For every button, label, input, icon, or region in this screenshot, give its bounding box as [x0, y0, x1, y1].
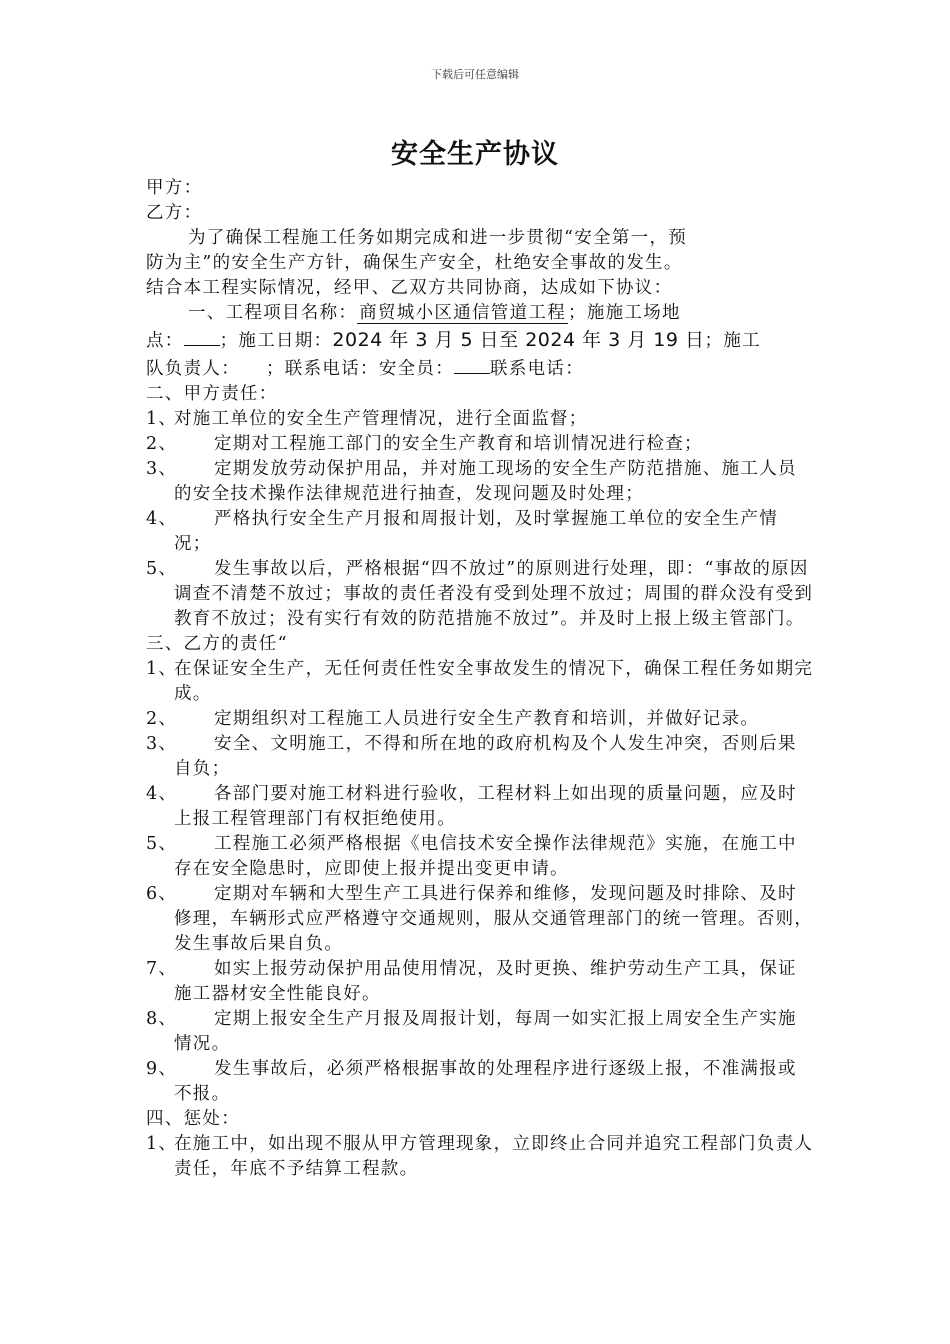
- phone-label-2: 联系电话：: [490, 359, 585, 379]
- section2-heading: 二、甲方责任：: [146, 384, 278, 404]
- item-text: 定期发放劳动保护用品，并对施工现场的安全生产防范措施、施工人员的安全技术操作法律规范进行抽查，发现问题及时处理；: [174, 459, 797, 504]
- leader-label: ；施工: [704, 331, 761, 351]
- leader-label-2: 队负责人：: [146, 359, 240, 379]
- site-label: ；施施工场地: [568, 303, 681, 323]
- item-number: 2、: [146, 709, 178, 729]
- phone-label: ；联系电话：: [266, 359, 379, 379]
- section3-item: [146, 957, 814, 1007]
- item-text: 发生事故以后，严格根据“四不放过”的原则进行处理，即：“事故的原因调查不清楚不放过；事故的责任者没有受到处理不放过；周围的群众没有受到教育不放过；没有实行有效的防范措施不放过”。并及时上报上级主管部门。: [174, 559, 814, 629]
- project-prefix: 一、工程项目名称：: [188, 303, 358, 323]
- item-number: 5、: [146, 559, 178, 579]
- item-text: 对施工单位的安全生产管理情况，进行全面监督；: [174, 409, 588, 429]
- section4-heading: 四、惩处：: [146, 1109, 240, 1129]
- section3-item: [146, 1007, 814, 1057]
- safety-blank: [454, 354, 490, 374]
- document-body: [146, 176, 814, 1182]
- item-number: 6、: [146, 884, 178, 904]
- item-text: 发生事故后，必须严格根据事故的处理程序进行逐级上报，不准满报或不报。: [174, 1059, 797, 1104]
- item-number: 4、: [146, 509, 178, 529]
- item-text: 在保证安全生产，无任何责任性安全事故发生的情况下，确保工程任务如期完成。: [174, 659, 814, 704]
- section3-item: [146, 882, 814, 957]
- item-text: 安全、文明施工，不得和所在地的政府机构及个人发生冲突，否则后果自负；: [174, 734, 797, 779]
- intro-line-2: 防为主”的安全生产方针，确保生产安全，杜绝安全事故的发生。: [146, 253, 683, 273]
- section3-item: [146, 782, 814, 832]
- item-text: 定期上报安全生产月报及周报计划，每周一如实汇报上周安全生产实施情况。: [174, 1009, 797, 1054]
- item-text: 严格执行安全生产月报和周报计划，及时掌握施工单位的安全生产情况；: [174, 509, 778, 554]
- safety-label: 安全员：: [378, 359, 455, 379]
- site-label-2: 点：: [146, 331, 184, 351]
- section3-item: [146, 657, 814, 707]
- item-number: 3、: [146, 734, 178, 754]
- item-number: 1、: [146, 409, 178, 429]
- project-line-2: [146, 326, 814, 354]
- project-info: [146, 301, 814, 382]
- date-label: ；施工日期：: [219, 331, 333, 351]
- item-number: 2、: [146, 434, 178, 454]
- section4-item: [146, 1132, 814, 1182]
- section2-item: [146, 507, 814, 557]
- section2-item: [146, 557, 814, 632]
- section2-item: [146, 457, 814, 507]
- item-text: 在施工中，如出现不服从甲方管理现象，立即终止合同并追究工程部门负责人责任，年底不予结算工程款。: [174, 1134, 814, 1179]
- section3-heading: 三、乙方的责任“: [146, 634, 288, 654]
- section3-item: [146, 832, 814, 882]
- project-name: 商贸城小区通信管道工程: [359, 303, 567, 323]
- item-text: 定期对车辆和大型生产工具进行保养和维修，发现问题及时排除、及时修理，车辆形式应严格遵守交通规则，服从交通管理部门的统一管理。否则，发生事故后果自负。: [174, 884, 814, 954]
- item-number: 5、: [146, 834, 178, 854]
- intro-line-3: 结合本工程实际情况，经甲、乙双方共同协商，达成如下协议：: [146, 278, 673, 298]
- project-line-3: [146, 354, 814, 382]
- item-text: 定期组织对工程施工人员进行安全生产教育和培训，并做好记录。: [214, 709, 760, 729]
- item-number: 9、: [146, 1059, 178, 1079]
- item-text: 各部门要对施工材料进行验收，工程材料上如出现的质量问题，应及时上报工程管理部门有权拒绝使用。: [174, 784, 797, 829]
- item-number: 1、: [146, 659, 178, 679]
- item-text: 工程施工必须严格根据《电信技术安全操作法律规范》实施，在施工中存在安全隐患时，应即使上报并提出变更申请。: [174, 834, 797, 879]
- site-blank: [184, 326, 220, 346]
- intro-paragraph: [146, 226, 814, 301]
- party-b-line: 乙方：: [146, 203, 203, 223]
- item-number: 8、: [146, 1009, 178, 1029]
- date-range: 2024 年 3 月 5 日至 2024 年 3 月 19 日: [332, 329, 705, 351]
- document-title: 安全生产协议: [391, 139, 559, 170]
- item-number: 4、: [146, 784, 178, 804]
- section3-item: [146, 707, 814, 732]
- party-a-line: 甲方：: [146, 178, 203, 198]
- section3-item: [146, 732, 814, 782]
- section2-item: [146, 432, 814, 457]
- section2-item: [146, 407, 814, 432]
- intro-line-1: 为了确保工程施工任务如期完成和进一步贯彻“安全第一，预: [188, 228, 688, 248]
- header-note: 下载后可任意编辑: [431, 68, 519, 81]
- item-text: 如实上报劳动保护用品使用情况，及时更换、维护劳动生产工具，保证施工器材安全性能良好。: [174, 959, 797, 1004]
- item-number: 3、: [146, 459, 178, 479]
- section3-item: [146, 1057, 814, 1107]
- item-text: 定期对工程施工部门的安全生产教育和培训情况进行检查；: [214, 434, 703, 454]
- item-number: 7、: [146, 959, 178, 979]
- item-number: 1、: [146, 1134, 178, 1154]
- project-line-1: [146, 301, 814, 326]
